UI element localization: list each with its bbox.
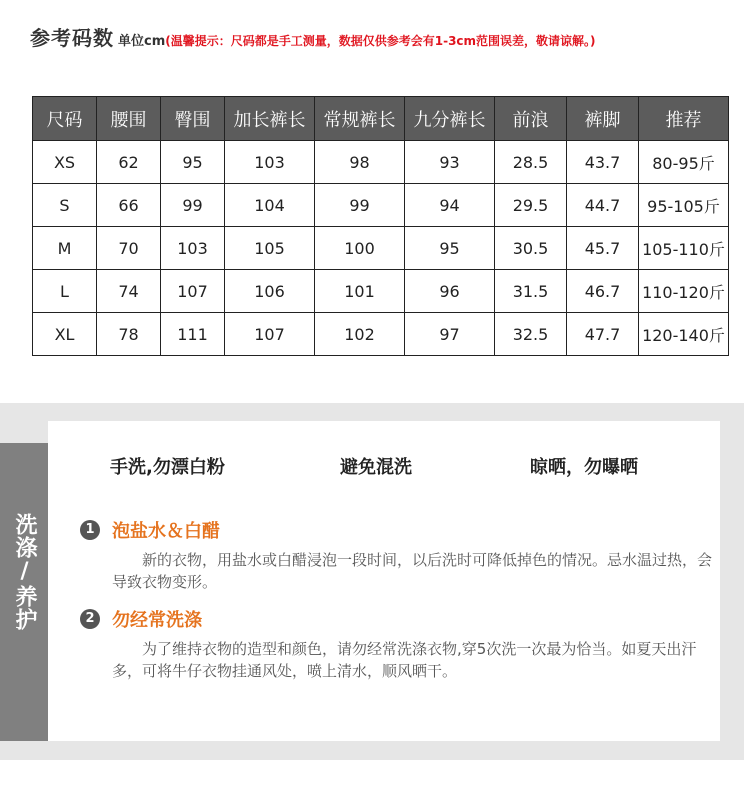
table-cell: S <box>33 184 97 227</box>
tip-hand-wash: 手洗,勿漂白粉 <box>110 457 225 478</box>
care-tips <box>110 453 710 483</box>
table-cell: 29.5 <box>495 184 567 227</box>
table-row <box>33 184 729 227</box>
table-cell: 99 <box>161 184 225 227</box>
table-cell: 101 <box>315 270 405 313</box>
table-row <box>33 313 729 356</box>
table-cell: 30.5 <box>495 227 567 270</box>
care-side-label: 洗涤/养护 <box>12 513 37 631</box>
care-item-text: 新的衣物，用盐水或白醋浸泡一段时间，以后洗时可降低掉色的情况。忌水温过热，会导致衣物变形。 <box>112 551 713 591</box>
table-cell: 95 <box>405 227 495 270</box>
table-cell: 99 <box>315 184 405 227</box>
column-header: 常规裤长 <box>315 97 405 141</box>
table-cell: 94 <box>405 184 495 227</box>
column-header: 加长裤长 <box>225 97 315 141</box>
table-cell: 47.7 <box>567 313 639 356</box>
table-cell: 96 <box>405 270 495 313</box>
table-cell: 105-110斤 <box>639 227 729 270</box>
table-cell: 78 <box>97 313 161 356</box>
table-cell: M <box>33 227 97 270</box>
table-cell: 107 <box>225 313 315 356</box>
table-cell: 95 <box>161 141 225 184</box>
table-cell: 100 <box>315 227 405 270</box>
care-item-text: 为了维持衣物的造型和颜色，请勿经常洗涤衣物,穿5次洗一次最为恰当。如夏天出汗多，可将牛仔衣物挂通风处，喷上清水，顺风晒干。 <box>112 640 697 680</box>
table-cell: 102 <box>315 313 405 356</box>
table-cell: 97 <box>405 313 495 356</box>
table-cell: 111 <box>161 313 225 356</box>
table-cell: 80-95斤 <box>639 141 729 184</box>
table-cell: 66 <box>97 184 161 227</box>
table-cell: 107 <box>161 270 225 313</box>
table-cell: 43.7 <box>567 141 639 184</box>
table-cell: 93 <box>405 141 495 184</box>
table-cell: 45.7 <box>567 227 639 270</box>
table-cell: 28.5 <box>495 141 567 184</box>
table-cell: 98 <box>315 141 405 184</box>
care-section <box>0 403 744 760</box>
column-header: 九分裤长 <box>405 97 495 141</box>
table-cell: XS <box>33 141 97 184</box>
table-cell: 105 <box>225 227 315 270</box>
table-cell: 31.5 <box>495 270 567 313</box>
table-cell: XL <box>33 313 97 356</box>
column-header: 臀围 <box>161 97 225 141</box>
measurement-note: (温馨提示：尺码都是手工测量，数据仅供参考会有1-3cm范围误差，敬请谅解。) <box>165 34 596 48</box>
care-side-tab <box>0 443 48 741</box>
table-cell: 120-140斤 <box>639 313 729 356</box>
tip-no-mix-wash: 避免混洗 <box>340 457 412 478</box>
table-cell: 74 <box>97 270 161 313</box>
table-cell: 62 <box>97 141 161 184</box>
table-cell: 103 <box>225 141 315 184</box>
column-header: 推荐 <box>639 97 729 141</box>
table-row <box>33 270 729 313</box>
table-cell: 110-120斤 <box>639 270 729 313</box>
care-item <box>80 606 720 682</box>
table-cell: 44.7 <box>567 184 639 227</box>
table-cell: 103 <box>161 227 225 270</box>
tip-air-dry: 晾晒，勿曝晒 <box>530 457 638 478</box>
size-title: 参考码数 <box>30 26 114 50</box>
table-cell: L <box>33 270 97 313</box>
column-header: 裤脚 <box>567 97 639 141</box>
table-cell: 46.7 <box>567 270 639 313</box>
size-table <box>32 96 729 356</box>
table-cell: 70 <box>97 227 161 270</box>
care-item <box>80 517 720 593</box>
table-cell: 104 <box>225 184 315 227</box>
care-item-title: 泡盐水＆白醋 <box>112 521 220 542</box>
table-row <box>33 141 729 184</box>
size-header <box>30 22 596 51</box>
column-header: 腰围 <box>97 97 161 141</box>
table-header-row <box>33 97 729 141</box>
unit-label: 单位cm <box>118 34 166 49</box>
table-cell: 32.5 <box>495 313 567 356</box>
table-cell: 95-105斤 <box>639 184 729 227</box>
care-item-title: 勿经常洗涤 <box>112 610 202 631</box>
table-cell: 106 <box>225 270 315 313</box>
number-badge-icon: 1 <box>80 520 100 540</box>
column-header: 尺码 <box>33 97 97 141</box>
number-badge-icon: 2 <box>80 609 100 629</box>
column-header: 前浪 <box>495 97 567 141</box>
table-row <box>33 227 729 270</box>
